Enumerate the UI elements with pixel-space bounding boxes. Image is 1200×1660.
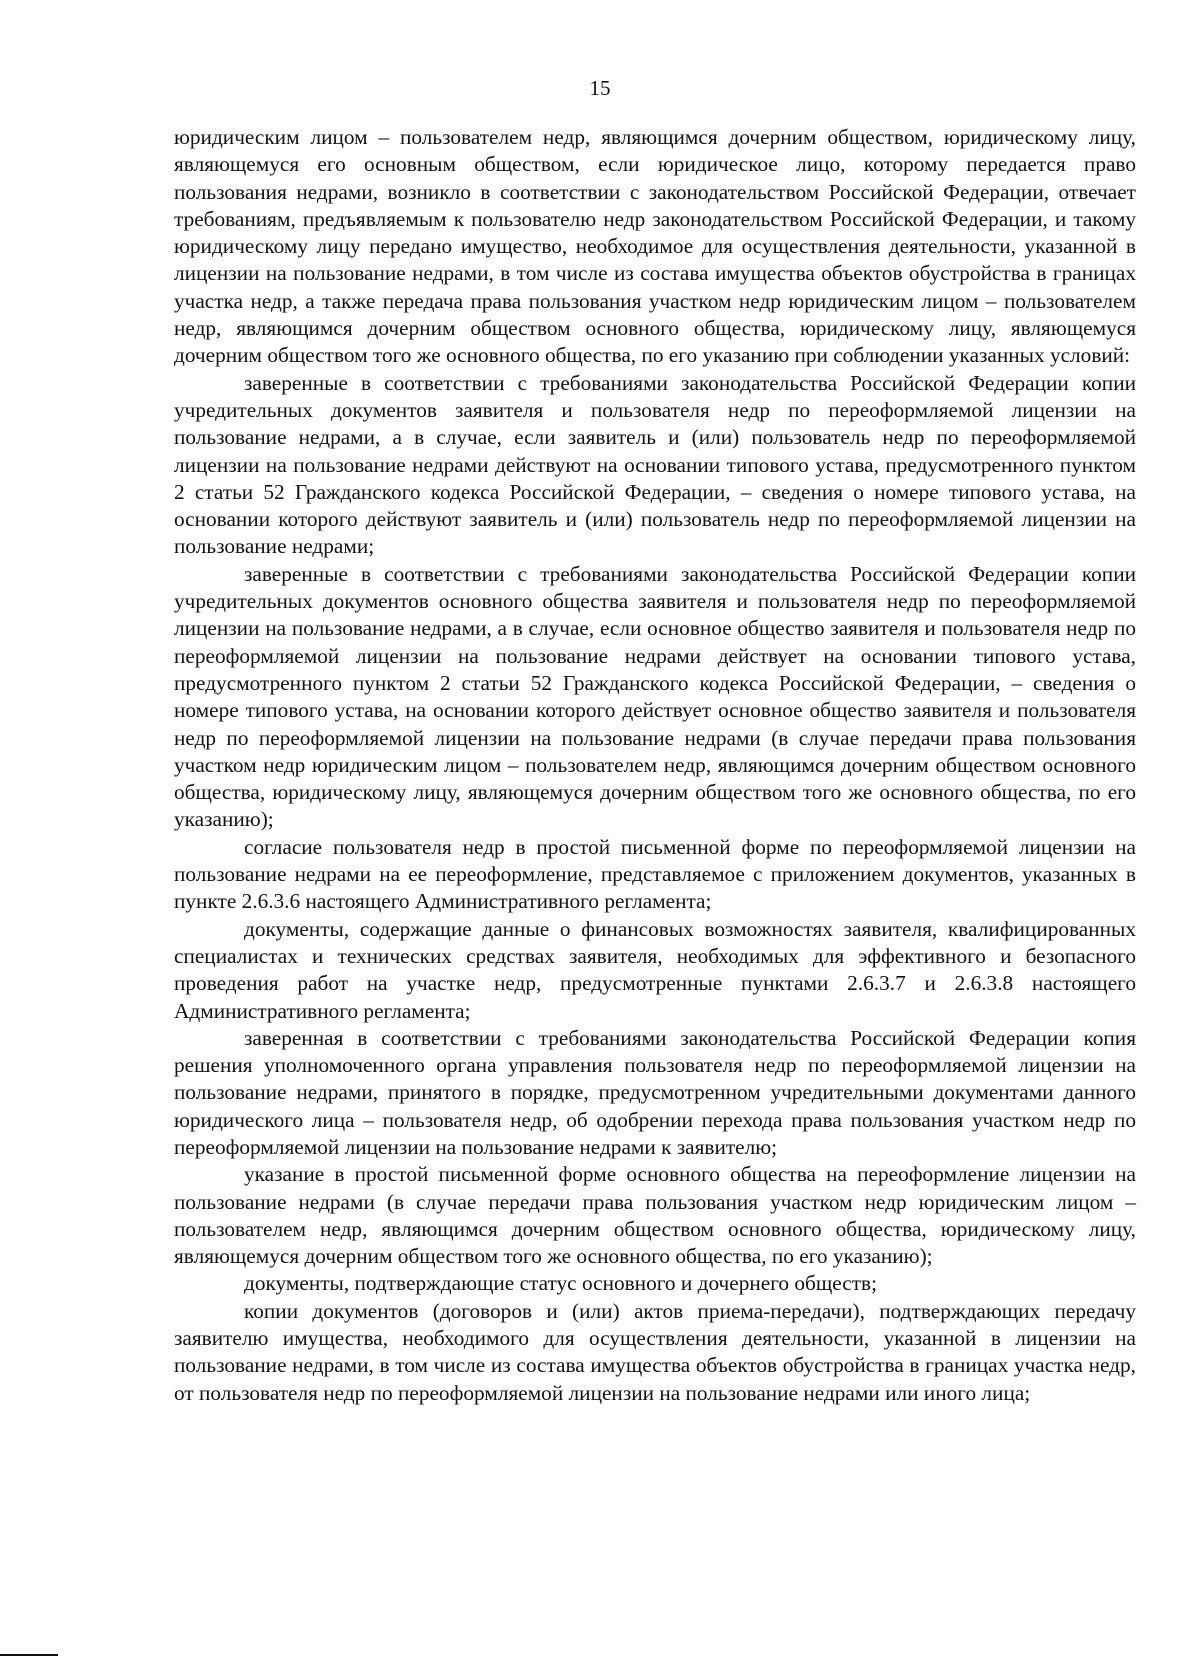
paragraph-status-documents: документы, подтверждающие статус основного и дочернего обществ; [244, 1271, 877, 1296]
paragraph-authority-decision: заверенная в соответствии с требованиями законодательства Российской Федерации копия решения уполномоченного органа управления пользователя недр по переоформляемой лицензии на пользование недрами, принятого в порядке, предусмотренном учредительными документами данного юридического лица – пользователя недр, об одобрении перехода права пользования участком недр по переоформляемой лицензии на пользование недрами к заявителю; [174, 1025, 1136, 1159]
scan-edge-mark [0, 1654, 58, 1656]
paragraph-user-consent: согласие пользователя недр в простой письменной форме по переоформляемой лицензии на пользование недрами на ее переоформление, представляемое с приложением документов, указанных в пункте 2.6.3.6 настоящего Административного регламента; [174, 834, 1136, 914]
paragraph-founding-documents: заверенные в соответствии с требованиями законодательства Российской Федерации копии учредительных документов заявителя и пользователя недр по переоформляемой лицензии на пользование недрами, а в случае, если заявитель и (или) пользователь недр по переоформляемой лицензии на пользование недрами действуют на основании типового устава, предусмотренного пунктом 2 статьи 52 Гражданского кодекса Российской Федерации, – сведения о номере типового устава, на основании которого действуют заявитель и (или) пользователь недр по переоформляемой лицензии на пользование недрами; [174, 370, 1136, 559]
paragraph-parent-instruction: указание в простой письменной форме основного общества на переоформление лицензии на пользование недрами (в случае передачи права пользования участком недр юридическим лицом – пользователем недр, являющимся дочерним обществом основного общества, юридическому лицу, являющемуся дочерним обществом того же основного общества, по его указанию); [174, 1162, 1136, 1269]
page-number: 15 [589, 76, 611, 100]
paragraph-property-transfer: копии документов (договоров и (или) актов приема-передачи), подтверждающих передачу заявителю имущества, необходимого для осуществления деятельности, указанной в лицензии на пользование недрами, в том числе из состава имущества объектов обустройства в границах участка недр, от пользователя недр по переоформляемой лицензии на пользование недрами или иного лица; [174, 1298, 1136, 1405]
document-body [174, 124, 1136, 1407]
paragraph-continuation: юридическим лицом – пользователем недр, являющимся дочерним обществом, юридическому лицу, являющемуся его основным обществом, если юридическое лицо, которому передается право пользования недрами, возникло в соответствии с законодательством Российской Федерации, отвечает требованиям, предъявляемым к пользователю недр законодательством Российской Федерации, и такому юридическому лицу передано имущество, необходимое для осуществления деятельности, указанной в лицензии на пользование недрами, в том числе из состава имущества объектов обустройства в границах участка недр, а также передача права пользования участком недр юридическим лицом – пользователем недр, являющимся дочерним обществом основного общества, юридическому лицу, являющемуся дочерним обществом того же основного общества, по его указанию при соблюдении указанных условий: [174, 125, 1136, 368]
paragraph-parent-company-documents: заверенные в соответствии с требованиями законодательства Российской Федерации копии учредительных документов основного общества заявителя и пользователя недр по переоформляемой лицензии на пользование недрами, а в случае, если основное общество заявителя и пользователя недр по переоформляемой лицензии на пользование недрами действует на основании типового устава, предусмотренного пунктом 2 статьи 52 Гражданского кодекса Российской Федерации, – сведения о номере типового устава, на основании которого действует основное общество заявителя и пользователя недр по переоформляемой лицензии на пользование недрами (в случае передачи права пользования участком недр юридическим лицом – пользователем недр, являющимся дочерним обществом основного общества, юридическому лицу, являющемуся дочерним обществом того же основного общества, по его указанию); [174, 561, 1136, 832]
paragraph-financial-documents: документы, содержащие данные о финансовых возможностях заявителя, квалифицированных специалистах и технических средствах заявителя, необходимых для эффективного и безопасного проведения работ на участке недр, предусмотренные пунктами 2.6.3.7 и 2.6.3.8 настоящего Административного регламента; [174, 916, 1136, 1023]
